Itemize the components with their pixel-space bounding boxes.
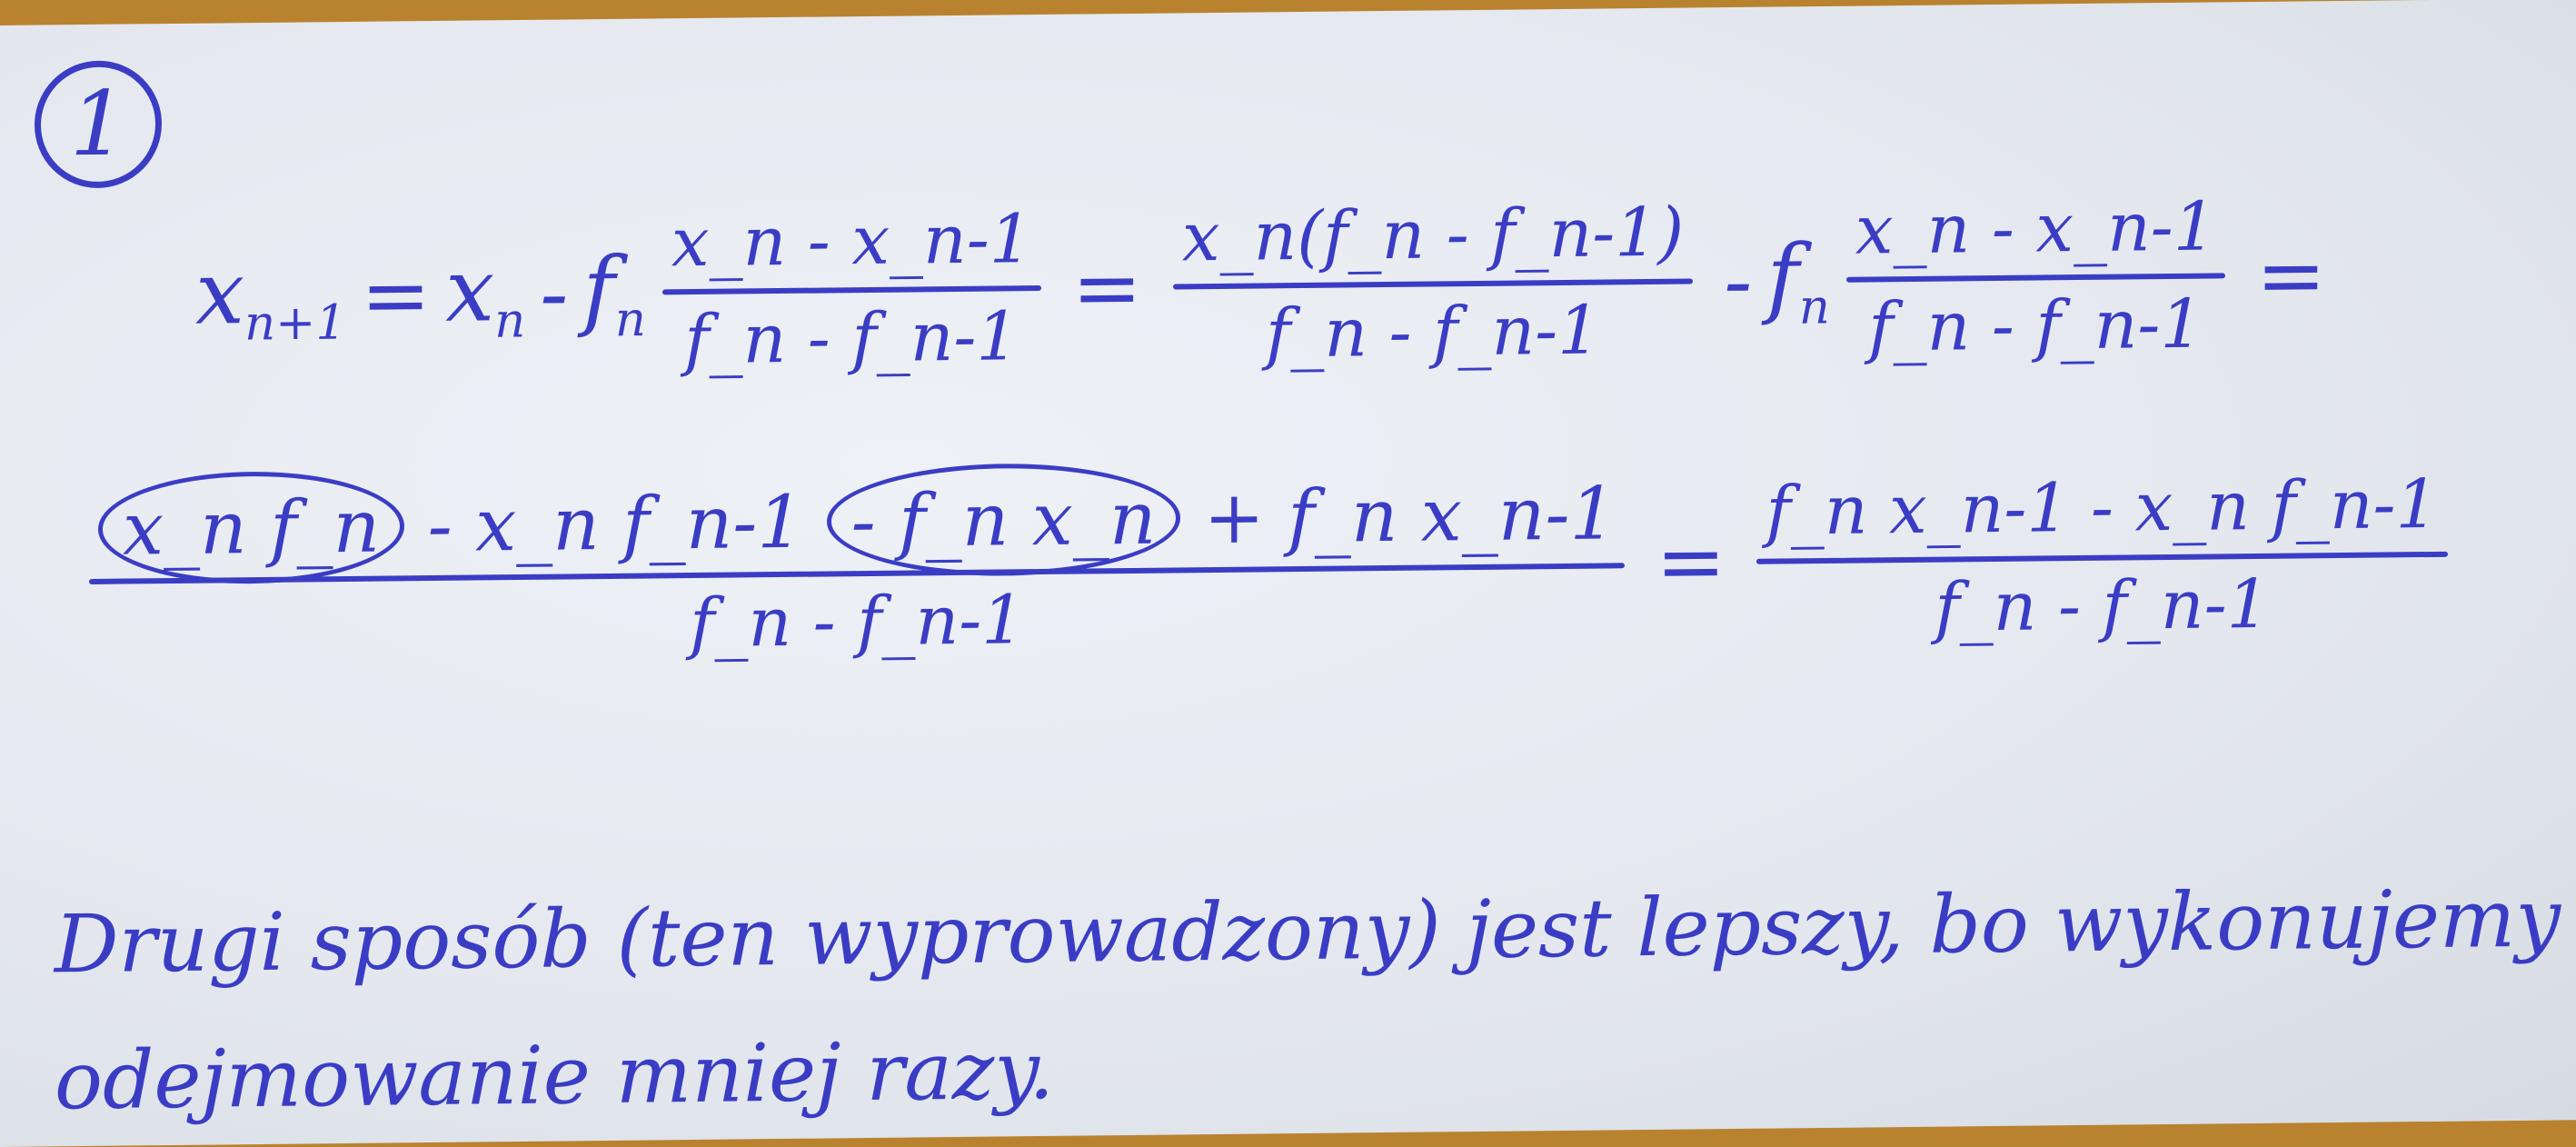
note-line-1: Drugi sposób (ten wyprowadzony) jest lepszy, bo wykonujemy [55, 871, 2561, 992]
fraction-2 [1173, 194, 1693, 374]
cancelled-term-2: - f_n x_n [827, 462, 1181, 577]
equals-sign-2: = [1071, 238, 1142, 337]
equals-sign-3: = [2255, 225, 2326, 324]
f-n-term: $f_n$ [582, 237, 646, 348]
minus-sign: - [540, 244, 569, 343]
cancelled-term-1: x_n f_n [98, 470, 404, 585]
fraction-1-bar [662, 285, 1041, 294]
fraction-3-denominator: f_n - f_n-1 [1868, 284, 2203, 367]
fraction-3 [1846, 188, 2225, 367]
fraction-2-bar [1173, 279, 1693, 290]
equation-line-1 [195, 187, 2341, 384]
result-numerator: f_n x_n-1 - x_n f_n-1 [1765, 465, 2439, 552]
equals-sign-4: = [1656, 513, 1726, 611]
expanded-denominator: f_n - f_n-1 [690, 581, 1025, 663]
note-line-2: odejmowanie mniej razy. [55, 1022, 1055, 1128]
fraction-1-numerator: x_n - x_n-1 [671, 200, 1032, 283]
fraction-2-denominator: f_n - f_n-1 [1265, 291, 1601, 374]
f-n-term-2: $f_n$ [1766, 225, 1830, 335]
fraction-3-numerator: x_n - x_n-1 [1855, 187, 2216, 270]
equation-line-2 [73, 464, 2464, 670]
result-fraction-bar [1756, 551, 2447, 564]
fraction-2-numerator: x_n(f_n - f_n-1) [1181, 193, 1685, 277]
term-4: + f_n x_n-1 [1203, 471, 1616, 561]
fraction-1-denominator: f_n - f_n-1 [684, 297, 1019, 380]
fraction-1 [662, 201, 1041, 380]
x-n-term: $x_n$ [445, 239, 526, 349]
lhs-var: $x_{n+1}$ [195, 242, 346, 352]
problem-number: 1 [35, 60, 162, 188]
equals-sign: = [360, 245, 432, 344]
expanded-fraction [89, 472, 1625, 669]
result-denominator: f_n - f_n-1 [1934, 564, 2270, 647]
term-2: - x_n f_n-1 [427, 479, 804, 569]
expanded-numerator [89, 472, 1625, 572]
fraction-3-bar [1846, 273, 2225, 282]
result-fraction [1756, 466, 2447, 648]
minus-sign-2: - [1724, 232, 1753, 330]
